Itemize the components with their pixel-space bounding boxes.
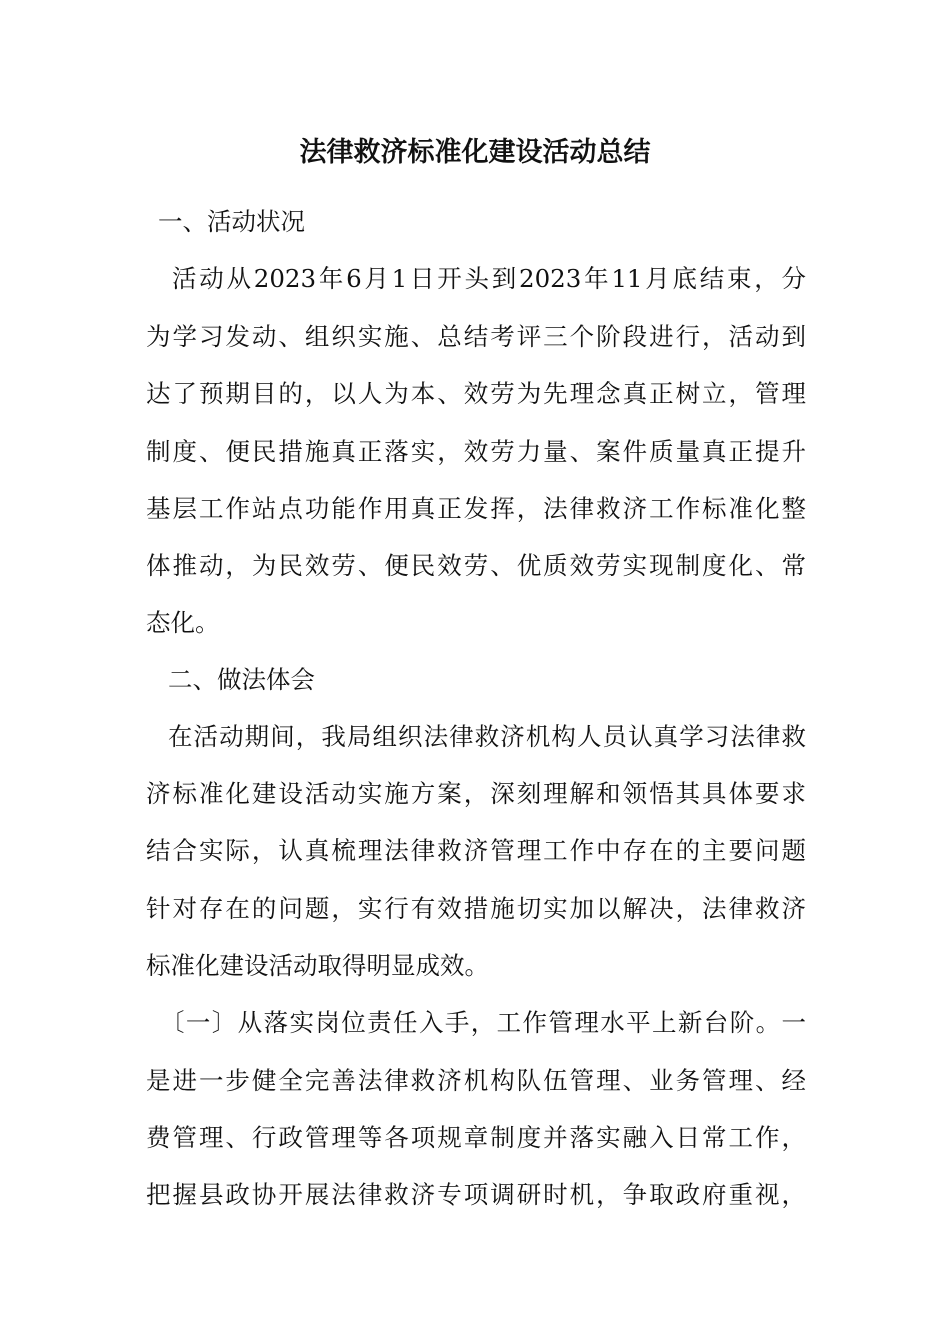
paragraph-line: 费管理、行政管理等各项规章制度并落实融入日常工作， (146, 1123, 806, 1152)
paragraph-line: 活动从2023年6月1日开头到2023年11月底结束，分 (172, 264, 806, 293)
paragraph-line: 是进一步健全完善法律救济机构队伍管理、业务管理、经 (146, 1066, 806, 1095)
paragraph-line: 基层工作站点功能作用真正发挥，法律救济工作标准化整 (146, 494, 806, 523)
paragraph-line: 制度、便民措施真正落实，效劳力量、案件质量真正提升 (146, 437, 806, 466)
document-title: 法律救济标准化建设活动总结 (299, 137, 651, 168)
paragraph-line: 结合实际，认真梳理法律救济管理工作中存在的主要问题 (146, 836, 806, 865)
paragraph-line: 达了预期目的，以人为本、效劳为先理念真正树立，管理 (146, 379, 806, 408)
paragraph-line: 为学习发动、组织实施、总结考评三个阶段进行，活动到 (146, 322, 806, 351)
paragraph-line: 针对存在的问题，实行有效措施切实加以解决，法律救济 (146, 894, 806, 923)
section-heading-1: 一、活动状况 (158, 207, 305, 236)
paragraph-line: 〔一〕从落实岗位责任入手，工作管理水平上新台阶。一 (160, 1008, 806, 1037)
section-heading-2: 二、做法体会 (168, 665, 315, 694)
paragraph-line: 在活动期间，我局组织法律救济机构人员认真学习法律救 (168, 722, 806, 751)
paragraph-line: 态化。 (146, 608, 220, 637)
paragraph-line: 把握县政协开展法律救济专项调研时机，争取政府重视， (146, 1180, 806, 1209)
paragraph-line: 济标准化建设活动实施方案，深刻理解和领悟其具体要求 (146, 779, 806, 808)
paragraph-line: 体推动，为民效劳、便民效劳、优质效劳实现制度化、常 (146, 551, 806, 580)
paragraph-line: 标准化建设活动取得明显成效。 (146, 951, 489, 980)
